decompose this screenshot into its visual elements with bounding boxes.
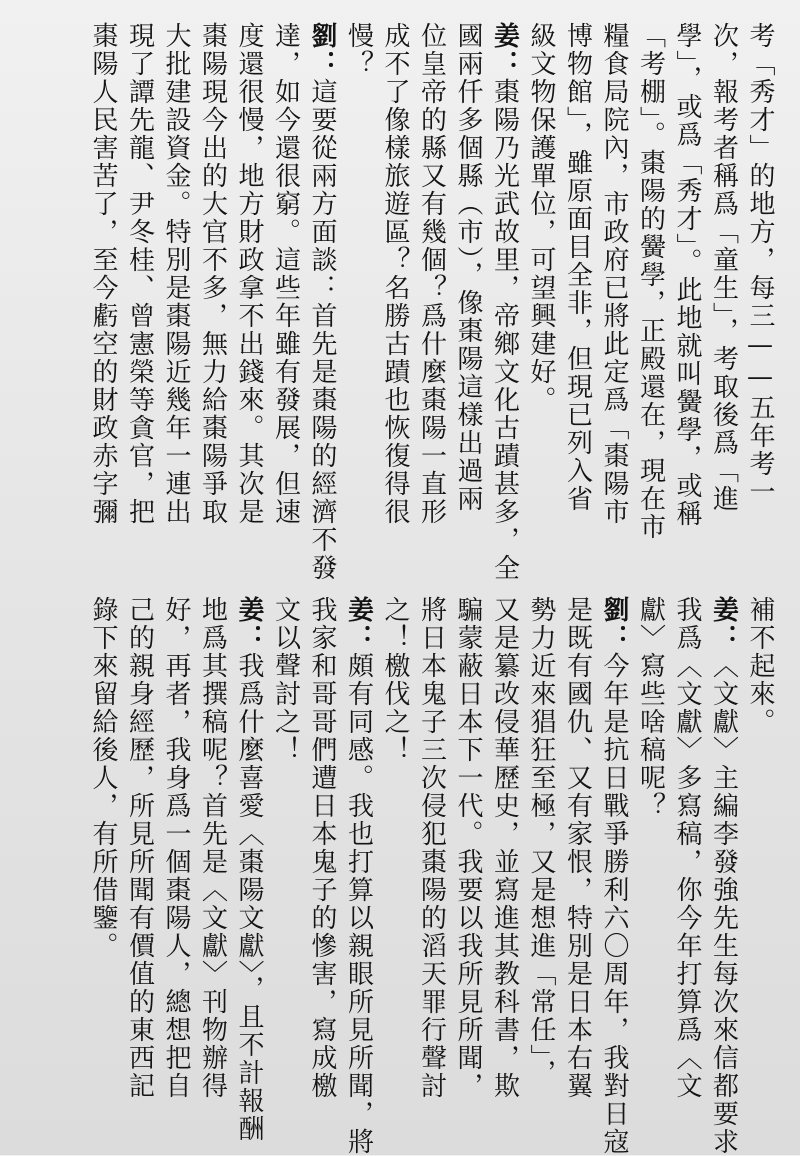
column-text: 好，再者，我身爲一個棗陽人，總想把自 <box>161 596 191 1100</box>
text-column <box>450 22 487 582</box>
column-text: 又是纂改侵華歷史，並寫進其教科書，欺 <box>489 596 520 1100</box>
column-text: 位皇帝的縣又有幾個？爲什麼棗陽一直形 <box>416 22 447 526</box>
column-text: 考「秀才」的地方，每三——五年考一 <box>745 22 775 506</box>
column-text: 錄下來留給後人，有所借鑒。 <box>88 596 118 960</box>
text-column <box>413 22 450 582</box>
column-text: 大批建設資金。特別是棗陽近幾年一連出 <box>161 22 191 526</box>
speaker-label: 姜： <box>343 596 374 652</box>
speaker-label: 劉： <box>307 22 337 78</box>
column-text: 文以聲討之！ <box>270 596 301 764</box>
text-column <box>596 22 633 582</box>
column-text: 糧食局院內，市政府已將此定爲「棗陽市 <box>599 22 629 526</box>
text-column <box>304 596 341 1136</box>
column-text: 現了譚先龍、尹冬桂、曾憲榮等貪官，把 <box>124 22 155 526</box>
text-column <box>486 22 523 582</box>
text-column <box>742 22 779 582</box>
column-text: 地爲其撰稿呢？首先是〈文獻〉刊物辦得 <box>197 596 228 1100</box>
column-text: 將日本鬼子三次侵犯棗陽的滔天罪行聲討 <box>416 596 447 1100</box>
column-text: 騙蒙蔽日本下一代。我要以我所見所聞， <box>453 596 483 1100</box>
column-text: 我家和哥哥們遭日本鬼子的慘害，寫成檄 <box>307 596 337 1100</box>
text-column <box>231 22 268 582</box>
text-column <box>194 22 231 582</box>
text-column <box>121 22 158 582</box>
text-column <box>486 596 523 1136</box>
text-column <box>669 22 706 582</box>
column-text: 頗有同感。我也打算以親眼所見所聞，將 <box>343 652 374 1156</box>
column-text: 我爲〈文獻〉多寫稿，你今年打算爲〈文 <box>672 596 702 1100</box>
text-column <box>121 596 158 1136</box>
text-column <box>523 596 560 1136</box>
text-column <box>523 22 560 582</box>
text-column <box>413 596 450 1136</box>
column-text: 級文物保護單位，可望興建好。 <box>526 22 556 414</box>
text-column <box>632 22 669 582</box>
column-text: 慢？ <box>343 22 374 78</box>
column-text: 之！檄伐之！ <box>380 596 410 764</box>
bottom-text-block <box>85 596 779 1156</box>
text-column <box>304 22 341 582</box>
text-column <box>377 22 414 582</box>
column-text: 棗陽現今出的大官不多，無力給棗陽爭取 <box>197 22 228 526</box>
column-text: 國兩仟多個縣（市），像棗陽這樣出過兩 <box>453 22 483 513</box>
speaker-label: 劉： <box>599 596 629 652</box>
text-column <box>85 22 122 582</box>
text-column <box>559 22 596 582</box>
column-text: 「考棚」。棗陽的黌學，正殿還在，現在市 <box>635 22 666 541</box>
column-text: 補不起來。 <box>745 596 775 736</box>
column-text: 達，如今還很窮。這些年雖有發展，但速 <box>270 22 301 526</box>
column-text: 成不了像樣旅遊區？名勝古蹟也恢復得很 <box>380 22 410 526</box>
text-column <box>669 596 706 1136</box>
column-text: 次，報考者稱爲「童生」，考取後爲「進 <box>708 22 739 513</box>
column-text: 獻〉寫些啥稿呢？ <box>635 596 666 820</box>
column-text: 棗陽乃光武故里，帝鄉文化古蹟甚多，全 <box>489 78 520 582</box>
column-text: 學」，或爲「秀才」。此地就叫黌學，或稱 <box>672 22 702 528</box>
column-text: 今年是抗日戰爭勝利六〇周年，我對日寇 <box>599 652 629 1156</box>
text-column <box>158 596 195 1136</box>
text-column <box>596 596 633 1156</box>
text-column <box>742 596 779 1136</box>
top-text-block <box>85 22 779 582</box>
text-column <box>194 596 231 1136</box>
text-column <box>340 596 377 1156</box>
column-text: 己的親身經歷，所見所聞有價值的東西記 <box>124 596 155 1100</box>
text-column <box>85 596 122 1136</box>
column-text: 度還很慢，地方財政拿不出錢來。其次是 <box>234 22 264 526</box>
speaker-label: 姜： <box>708 596 739 652</box>
text-column <box>340 22 377 582</box>
speaker-label: 姜： <box>489 22 520 78</box>
text-column <box>158 22 195 582</box>
column-text: 棗陽人民害苦了，至今虧空的財政赤字彌 <box>88 22 118 526</box>
column-text: 博物館」，雖原面目全非，但現已列入省 <box>562 22 593 513</box>
text-column <box>705 22 742 582</box>
speaker-label: 姜： <box>234 596 264 652</box>
text-column <box>267 596 304 1136</box>
column-text: 〈文獻〉主編李發強先生每次來信都要求 <box>708 652 739 1156</box>
text-column <box>705 596 742 1156</box>
column-text: 勢力近來猖狂至極，又是想進「常任」， <box>526 596 556 1087</box>
column-text: 是既有國仇、又有家恨，特別是日本右翼 <box>562 596 593 1100</box>
column-text: 這要從兩方面談：首先是棗陽的經濟不發 <box>307 78 337 582</box>
text-column <box>267 22 304 582</box>
column-text: 我爲什麼喜愛〈棗陽文獻〉，且不計報酬 <box>234 652 264 1143</box>
text-column <box>231 596 268 1143</box>
text-column <box>450 596 487 1136</box>
text-column <box>377 596 414 1136</box>
text-column <box>559 596 596 1136</box>
text-column <box>632 596 669 1136</box>
